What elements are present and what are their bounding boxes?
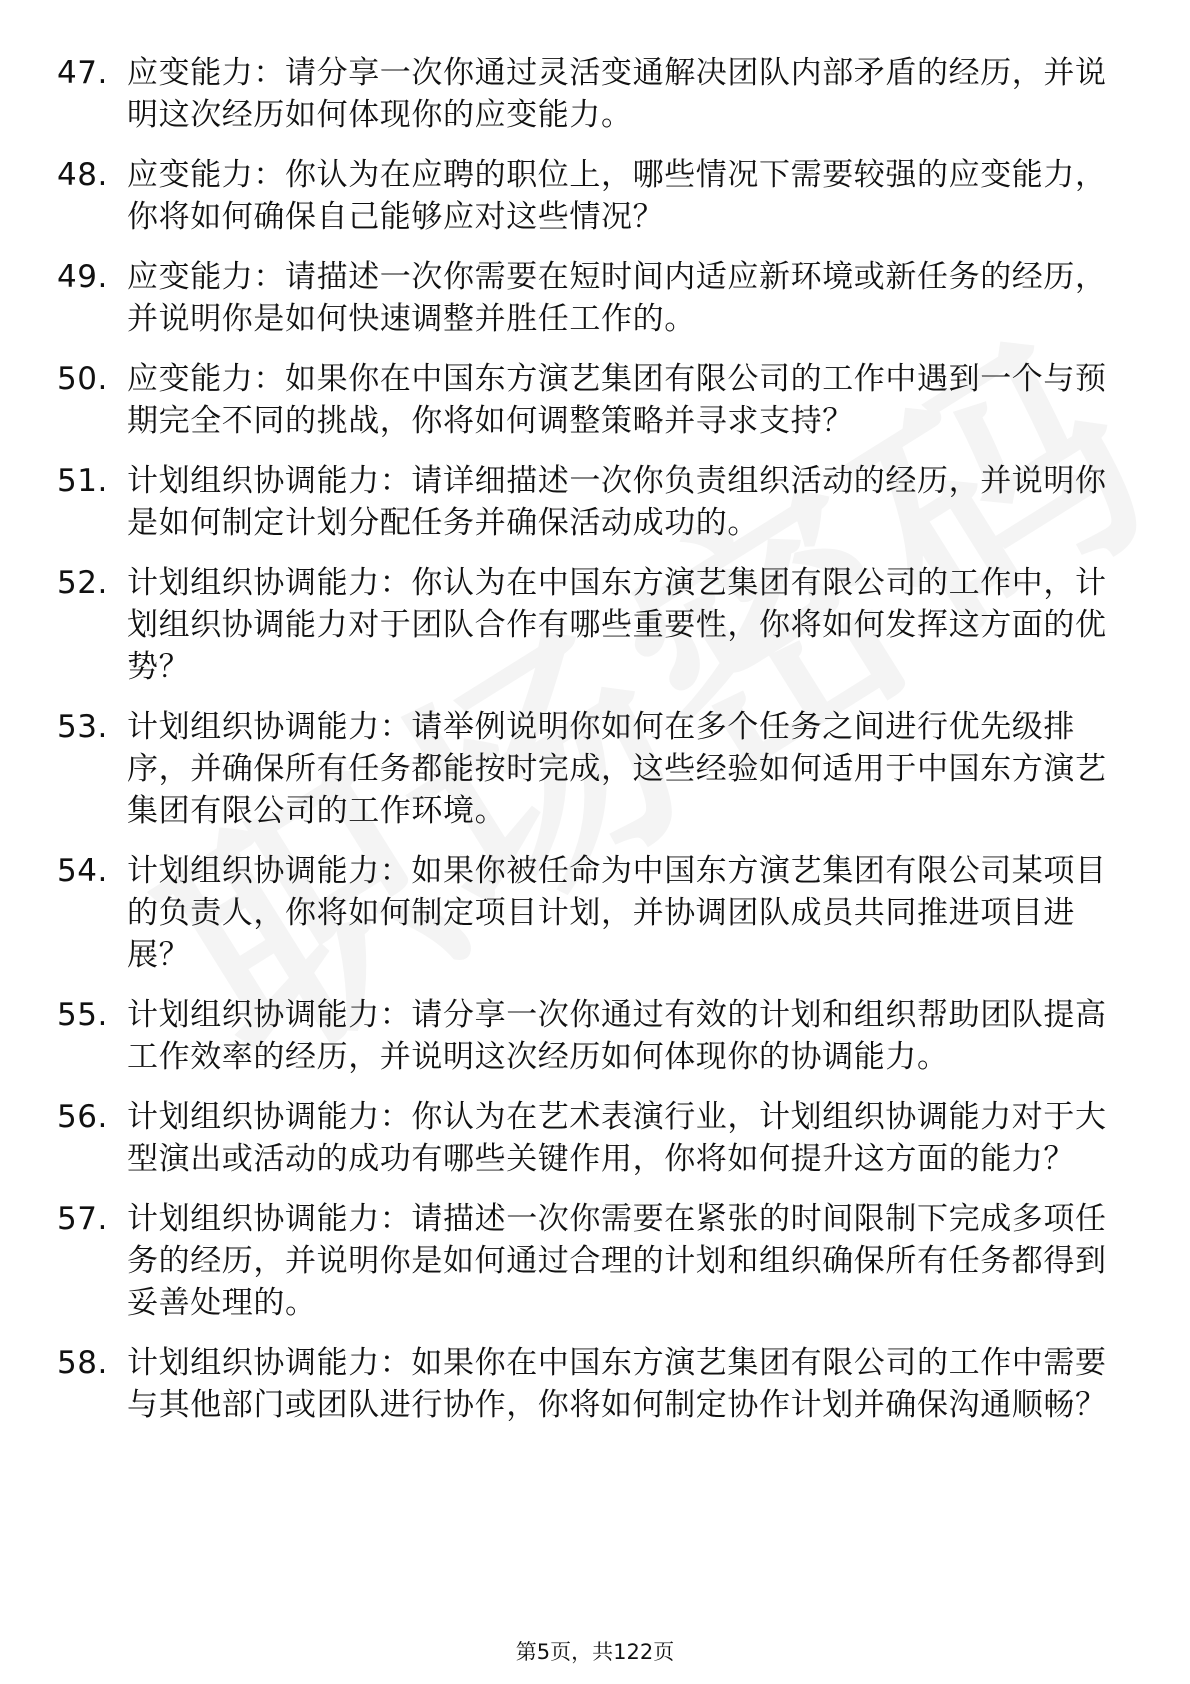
question-text: 计划组织协调能力：你认为在中国东方演艺集团有限公司的工作中，计划组织协调能力对于团队合作有哪些重要性，你将如何发挥这方面的优势？ [127,565,1107,685]
question-text: 计划组织协调能力：如果你被任命为中国东方演艺集团有限公司某项目的负责人，你将如何制定项目计划，并协调团队成员共同推进项目进展？ [127,853,1107,973]
question-text: 计划组织协调能力：请详细描述一次你负责组织活动的经历，并说明你是如何制定计划分配任务并确保活动成功的。 [127,463,1107,541]
question-number: 55. [57,997,108,1033]
question-number: 47. [57,55,108,91]
question-item [57,994,1127,1078]
question-number: 49. [57,259,108,295]
question-text: 计划组织协调能力：请描述一次你需要在紧张的时间限制下完成多项任务的经历，并说明你是如何通过合理的计划和组织确保所有任务都得到妥善处理的。 [127,1201,1107,1321]
question-item [57,1342,1127,1426]
question-item [57,358,1127,442]
question-number: 52. [57,565,108,601]
question-item [57,1096,1127,1180]
question-text: 计划组织协调能力：请分享一次你通过有效的计划和组织帮助团队提高工作效率的经历，并说明这次经历如何体现你的协调能力。 [127,997,1107,1075]
question-item [57,52,1127,136]
question-item [57,706,1127,832]
question-text: 应变能力：请分享一次你通过灵活变通解决团队内部矛盾的经历，并说明这次经历如何体现你的应变能力。 [127,55,1107,133]
question-number: 56. [57,1099,108,1135]
question-number: 50. [57,361,108,397]
question-number: 51. [57,463,108,499]
question-item [57,850,1127,976]
question-text: 计划组织协调能力：你认为在艺术表演行业，计划组织协调能力对于大型演出或活动的成功有哪些关键作用，你将如何提升这方面的能力？ [127,1099,1107,1177]
question-text: 应变能力：请描述一次你需要在短时间内适应新环境或新任务的经历，并说明你是如何快速调整并胜任工作的。 [127,259,1107,337]
question-number: 58. [57,1345,108,1381]
question-text: 应变能力：你认为在应聘的职位上，哪些情况下需要较强的应变能力，你将如何确保自己能够应对这些情况？ [127,157,1107,235]
question-number: 57. [57,1201,108,1237]
question-list [57,52,1127,1444]
question-text: 计划组织协调能力：请举例说明你如何在多个任务之间进行优先级排序，并确保所有任务都能按时完成，这些经验如何适用于中国东方演艺集团有限公司的工作环境。 [127,709,1107,829]
page-footer [0,1638,1190,1666]
page-number-label: 第5页，共122页 [515,1640,675,1664]
question-text: 应变能力：如果你在中国东方演艺集团有限公司的工作中遇到一个与预期完全不同的挑战，你将如何调整策略并寻求支持？ [127,361,1107,439]
question-item [57,460,1127,544]
question-number: 48. [57,157,108,193]
question-item [57,562,1127,688]
question-item [57,154,1127,238]
question-item [57,1198,1127,1324]
question-number: 53. [57,709,108,745]
question-item [57,256,1127,340]
question-number: 54. [57,853,108,889]
question-text: 计划组织协调能力：如果你在中国东方演艺集团有限公司的工作中需要与其他部门或团队进行协作，你将如何制定协作计划并确保沟通顺畅？ [127,1345,1107,1423]
